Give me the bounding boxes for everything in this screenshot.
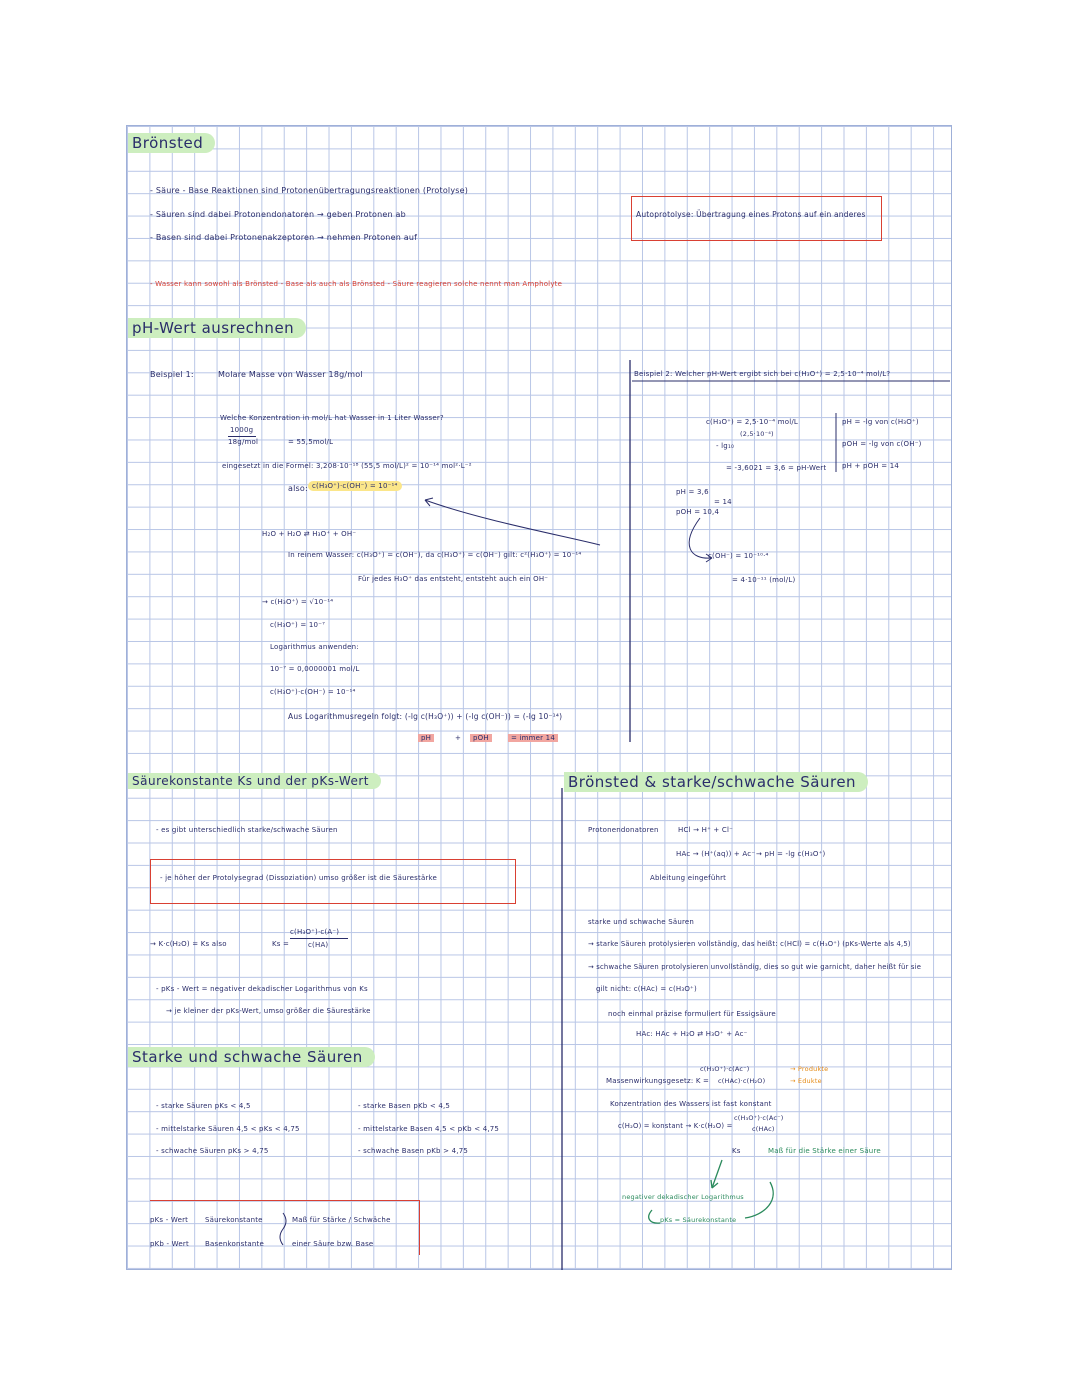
reaction-hac-ph: → pH = -lg c(H₃O⁺) bbox=[756, 850, 826, 858]
ks-result-label: Ks bbox=[732, 1147, 741, 1155]
base-medium: - mittelstarke Basen 4,5 < pKb < 4,75 bbox=[358, 1125, 500, 1133]
mass-fuer-staerke: Maß für die Stärke einer Säure bbox=[768, 1147, 881, 1155]
b2-right-2: pOH = -lg von c(OH⁻) bbox=[842, 440, 922, 448]
result-poh: pOH bbox=[470, 734, 492, 742]
protonendonatoren-label: Protonendonatoren bbox=[588, 826, 659, 834]
heading-starke-schwache: Starke und schwache Säuren bbox=[128, 1047, 375, 1067]
mwg-numerator: c(H₃O⁺)·c(Ac⁻) bbox=[700, 1065, 750, 1073]
b2-line-2: (2,5·10⁻⁴) bbox=[740, 430, 774, 438]
b2-right-1: pH = -lg von c(H₃O⁺) bbox=[842, 418, 919, 426]
fraction-num: 1000g bbox=[230, 426, 254, 434]
c-h2o-line: c(H₂O) = konstant → K·c(H₂O) = bbox=[618, 1122, 733, 1130]
result-plus: + bbox=[455, 734, 462, 742]
heading-ph-wert: pH-Wert ausrechnen bbox=[128, 318, 306, 338]
ks-fraction-bar bbox=[290, 938, 348, 939]
also-equation: c(H₃O⁺)·c(OH⁻) = 10⁻¹⁴ bbox=[308, 481, 402, 491]
step-2: c(H₃O⁺) = 10⁻⁷ bbox=[270, 621, 326, 629]
pks-box-2b: Basenkonstante bbox=[205, 1240, 264, 1248]
konzentration-line: Konzentration des Wassers ist fast konstant bbox=[610, 1100, 772, 1108]
pks-box-1c: Maß für Stärke / Schwäche bbox=[292, 1216, 391, 1224]
bronsted-line-3: - Basen sind dabei Protonenakzeptoren → nehmen Protonen auf bbox=[150, 233, 418, 242]
rein-wasser-line: In reinem Wasser: c(H₃O⁺) = c(OH⁻), da c(H₃O⁺) = c(OH⁻) gilt: c²(H₃O⁺) = 10⁻¹⁴ bbox=[288, 551, 582, 559]
step-3: Logarithmus anwenden: bbox=[270, 643, 359, 651]
bronsted-line-2: - Säuren sind dabei Protonendonatoren → geben Protonen ab bbox=[150, 210, 406, 219]
pks-box bbox=[150, 1200, 420, 1255]
result-ph: pH bbox=[418, 734, 434, 742]
also-label: also: bbox=[288, 484, 308, 493]
step-1: → c(H₃O⁺) = √10⁻¹⁴ bbox=[262, 598, 334, 606]
b2-answer: = 14 bbox=[714, 498, 732, 506]
base-strong: - starke Basen pKb < 4,5 bbox=[358, 1102, 451, 1110]
ks-ks-label: Ks = bbox=[272, 940, 290, 948]
ks-k-left: → K·c(H₂O) = Ks also bbox=[150, 940, 227, 948]
c-fraction-num: c(H₃O⁺)·c(Ac⁻) bbox=[734, 1114, 784, 1122]
starke-schwache-subtitle: starke und schwache Säuren bbox=[588, 918, 695, 926]
edukte-label: → Edukte bbox=[790, 1077, 822, 1085]
beispiel-1-text: Molare Masse von Wasser 18g/mol bbox=[218, 370, 363, 379]
beispiel-2-text: Beispiel 2: Welcher pH-Wert ergibt sich bei c(H₃O⁺) = 2,5·10⁻⁴ mol/L? bbox=[634, 370, 891, 378]
pks-arrow-line: → je kleiner der pKs-Wert, umso größer die Säurestärke bbox=[166, 1007, 371, 1015]
b2-line-4: = -3,6021 = 3,6 = pH-Wert bbox=[726, 464, 827, 472]
ableitung-text: Ableitung eingeführt bbox=[650, 874, 727, 882]
heading-bronsted-starke: Brönsted & starke/schwache Säuren bbox=[564, 772, 868, 792]
b2-right-3: pH + pOH = 14 bbox=[842, 462, 900, 470]
fuer-jedes-line: Für jedes H₃O⁺ das entsteht, entsteht auch ein OH⁻ bbox=[358, 575, 549, 583]
noch-einmal-line: noch einmal präzise formuliert für Essigsäure bbox=[608, 1010, 776, 1018]
acid-medium: - mittelstarke Säuren 4,5 < pKs < 4,75 bbox=[156, 1125, 300, 1133]
ks-numerator: c(H₃O⁺)·c(A⁻) bbox=[290, 928, 340, 936]
fraction-den: 18g/mol bbox=[228, 438, 259, 446]
schwache-saeuren-line: → schwache Säuren protolysieren unvollständig, dies so gut wie garnicht, daher heißt für sie bbox=[588, 963, 922, 971]
acid-strong: - starke Säuren pKs < 4,5 bbox=[156, 1102, 251, 1110]
acid-weak: - schwache Säuren pKs > 4,75 bbox=[156, 1147, 269, 1155]
heading-saeurekonstante: Säurekonstante Ks und der pKs-Wert bbox=[128, 773, 381, 789]
b2-c-oh: c(OH⁻) = 10⁻¹⁰·⁴ bbox=[708, 552, 769, 560]
curve-arrow-1 bbox=[425, 500, 600, 545]
step-4: 10⁻⁷ = 0,0000001 mol/L bbox=[270, 665, 360, 673]
b2-ph: pH = 3,6 bbox=[676, 488, 709, 496]
c-fraction-den: c(HAc) bbox=[752, 1125, 775, 1133]
mwg-denominator: c(HAc)·c(H₂O) bbox=[718, 1077, 766, 1085]
b2-line-3: - lg₁₀ bbox=[716, 442, 734, 450]
b2-poh: pOH = 10,4 bbox=[676, 508, 720, 516]
b2-line-1: c(H₃O⁺) = 2,5·10⁻⁴ mol/L bbox=[706, 418, 798, 426]
ks-denominator: c(HA) bbox=[308, 941, 329, 949]
hac-reaction: HAc: HAc + H₂O ⇄ H₃O⁺ + Ac⁻ bbox=[636, 1030, 748, 1038]
negativer-log-label: negativer dekadischer Logarithmus bbox=[622, 1193, 744, 1201]
gilt-nicht-line: gilt nicht: c(HAc) = c(H₃O⁺) bbox=[596, 985, 697, 993]
reaction-line: H₂O + H₂O ⇄ H₃O⁺ + OH⁻ bbox=[262, 530, 357, 538]
pks-box-1a: pKs - Wert bbox=[150, 1216, 189, 1224]
autoprotolyse-text: Autoprotolyse: Übertragung eines Protons auf ein anderes bbox=[636, 210, 866, 219]
ampholyt-text: - Wasser kann sowohl als Brönsted - Base als auch als Brönsted - Säure reagieren solche nennt man Ampholyte bbox=[150, 280, 563, 288]
ks-line-1: - es gibt unterschiedlich starke/schwache Säuren bbox=[156, 826, 338, 834]
heading-bronsted: Brönsted bbox=[128, 133, 215, 153]
result-immer: = immer 14 bbox=[508, 734, 558, 742]
produkte-label: → Produkte bbox=[790, 1065, 829, 1073]
mwg-label: Massenwirkungsgesetz: K = bbox=[606, 1077, 710, 1085]
formula-line: eingesetzt in die Formel: 3,208·10⁻¹⁸ (55,5 mol/L)² = 10⁻¹⁴ mol²·L⁻² bbox=[222, 462, 472, 470]
beispiel-1-label: Beispiel 1: bbox=[150, 370, 194, 379]
starke-saeuren-line: → starke Säuren protolysieren vollständig, das heißt: c(HCl) = c(H₃O⁺) (pKs-Werte als 4,5) bbox=[588, 940, 911, 948]
step-5: c(H₃O⁺)·c(OH⁻) = 10⁻¹⁴ bbox=[270, 688, 356, 696]
reaction-hcl: HCl → H⁺ + Cl⁻ bbox=[678, 826, 734, 834]
pks-definition: - pKs - Wert = negativer dekadischer Logarithmus von Ks bbox=[156, 985, 368, 993]
b2-c-oh-result: = 4·10⁻¹¹ (mol/L) bbox=[732, 576, 796, 584]
reaction-hac: HAc → (H⁺(aq)) + Ac⁻ bbox=[676, 850, 756, 858]
base-weak: - schwache Basen pKb > 4,75 bbox=[358, 1147, 469, 1155]
bronsted-line-1: - Säure - Base Reaktionen sind Protonenübertragungsreaktionen (Protolyse) bbox=[150, 186, 469, 195]
pks-box-2c: einer Säure bzw. Base bbox=[292, 1240, 374, 1248]
ks-boxed-text: - je höher der Protolysegrad (Dissoziation) umso größer ist die Säurestärke bbox=[160, 874, 438, 882]
log-line: Aus Logarithmusregeln folgt: (-lg c(H₃O⁺)) + (-lg c(OH⁻)) = (-lg 10⁻¹⁴) bbox=[288, 712, 563, 721]
question-text: Welche Konzentration in mol/L hat Wasser in 1 Liter Wasser? bbox=[220, 414, 444, 422]
pks-saeurekonstante-label: pKs = Säurekonstante bbox=[660, 1216, 737, 1224]
fraction-result: = 55,5mol/L bbox=[288, 438, 334, 446]
pks-box-2a: pKb - Wert bbox=[150, 1240, 189, 1248]
pks-box-1b: Säurekonstante bbox=[205, 1216, 263, 1224]
